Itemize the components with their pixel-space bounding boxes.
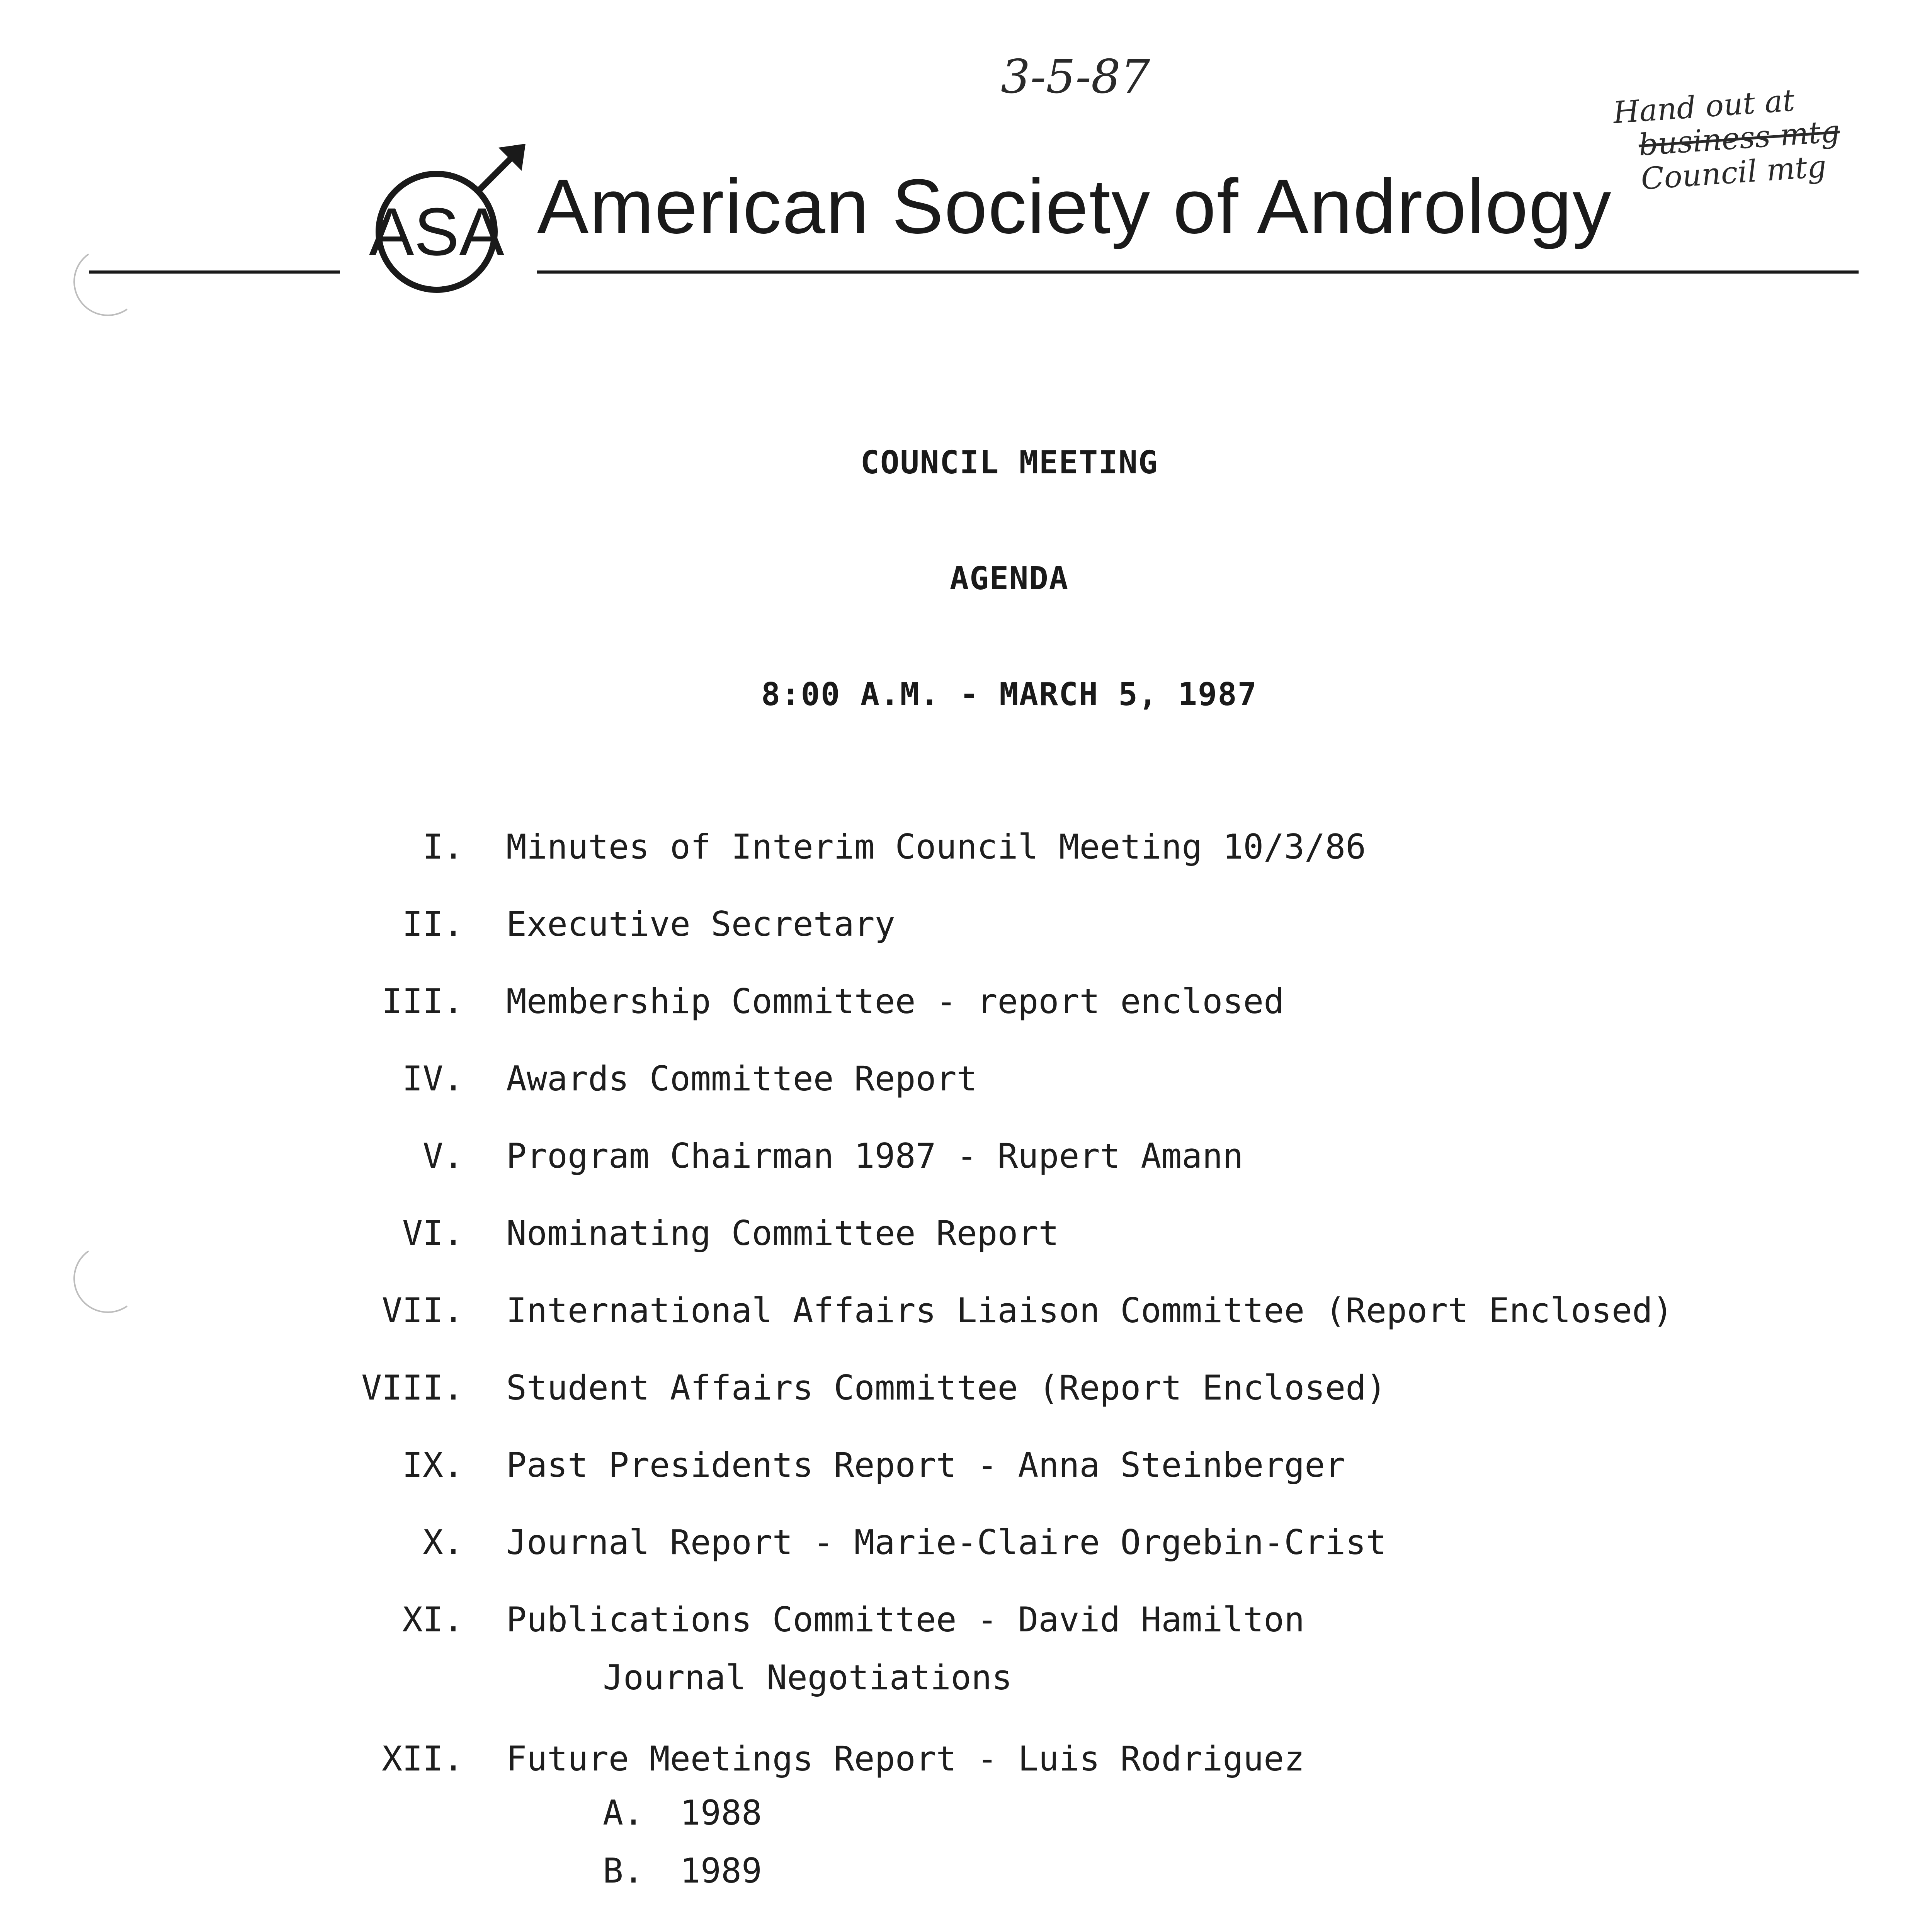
handwritten-date: 3-5-87 bbox=[1001, 50, 1150, 104]
agenda-item bbox=[0, 904, 1932, 947]
agenda-item bbox=[0, 1445, 1932, 1488]
agenda-item-text: Future Meetings Report - Luis Rodriguez bbox=[506, 1739, 1305, 1779]
agenda-item-text: Journal Report - Marie-Claire Orgebin-Crist bbox=[506, 1522, 1387, 1562]
agenda-subitem-label: B. bbox=[603, 1851, 644, 1891]
agenda-item-text: International Affairs Liaison Committee (Report Enclosed) bbox=[506, 1291, 1673, 1330]
agenda-item bbox=[0, 1522, 1932, 1565]
agenda-item bbox=[0, 981, 1932, 1024]
agenda-item-number: XI. bbox=[402, 1600, 464, 1639]
agenda-item-text: Program Chairman 1987 - Rupert Amann bbox=[506, 1136, 1243, 1176]
agenda-item-text: Student Affairs Committee (Report Enclosed) bbox=[506, 1368, 1387, 1408]
asa-logo bbox=[367, 139, 533, 305]
agenda-item bbox=[0, 1600, 1932, 1642]
agenda-item-number: VI. bbox=[402, 1213, 464, 1253]
meeting-date: 8:00 A.M. - MARCH 5, 1987 bbox=[761, 676, 1258, 713]
agenda-item-number: I. bbox=[423, 827, 464, 867]
agenda-item-number: V. bbox=[423, 1136, 464, 1176]
agenda-item-number: XII. bbox=[382, 1739, 464, 1779]
agenda-item-text: Publications Committee - David Hamilton bbox=[506, 1600, 1305, 1639]
agenda-item-number: II. bbox=[402, 904, 464, 944]
agenda-item-text: Membership Committee - report enclosed bbox=[506, 981, 1284, 1021]
letterhead-rule-right bbox=[537, 270, 1859, 274]
agenda-subitem-text: 1988 bbox=[680, 1793, 762, 1833]
agenda-item-number: X. bbox=[423, 1522, 464, 1562]
agenda-subitem-text: 1989 bbox=[680, 1851, 762, 1891]
agenda-item-number: VIII. bbox=[361, 1368, 464, 1408]
agenda-item-number: IV. bbox=[402, 1059, 464, 1099]
agenda-item bbox=[0, 1739, 1932, 1781]
agenda-item bbox=[0, 827, 1932, 869]
agenda-item-number: VII. bbox=[382, 1291, 464, 1330]
handwritten-note bbox=[1612, 74, 1932, 198]
society-name: American Society of Andrology bbox=[537, 163, 1612, 250]
agenda-item bbox=[0, 1136, 1932, 1179]
agenda-item bbox=[0, 1368, 1932, 1410]
handwritten-note-line1: Hand out at bbox=[1612, 83, 1796, 131]
agenda-item-number: III. bbox=[382, 981, 464, 1021]
agenda-item-text: Awards Committee Report bbox=[506, 1059, 977, 1099]
agenda-item-number: IX. bbox=[402, 1445, 464, 1485]
punch-hole-top bbox=[68, 242, 148, 321]
agenda-item bbox=[0, 1059, 1932, 1101]
agenda-item bbox=[0, 1213, 1932, 1256]
agenda-item bbox=[0, 1291, 1932, 1333]
letterhead-rule-left bbox=[89, 270, 340, 274]
handwritten-note-line3: Council mtg bbox=[1639, 149, 1828, 197]
agenda-heading: AGENDA bbox=[949, 560, 1069, 597]
agenda-item-text: Nominating Committee Report bbox=[506, 1213, 1059, 1253]
agenda-item-text: Minutes of Interim Council Meeting 10/3/86 bbox=[506, 827, 1366, 867]
agenda-subitem-text: Journal Negotiations bbox=[603, 1658, 1012, 1697]
agenda-item-text: Executive Secretary bbox=[506, 904, 895, 944]
asa-logo-text: ASA bbox=[369, 194, 505, 270]
handwritten-note-line2: business mtg bbox=[1637, 114, 1841, 163]
meeting-title: COUNCIL MEETING bbox=[860, 444, 1158, 481]
agenda-subitem-label: A. bbox=[603, 1793, 644, 1833]
agenda-item-text: Past Presidents Report - Anna Steinberger bbox=[506, 1445, 1346, 1485]
